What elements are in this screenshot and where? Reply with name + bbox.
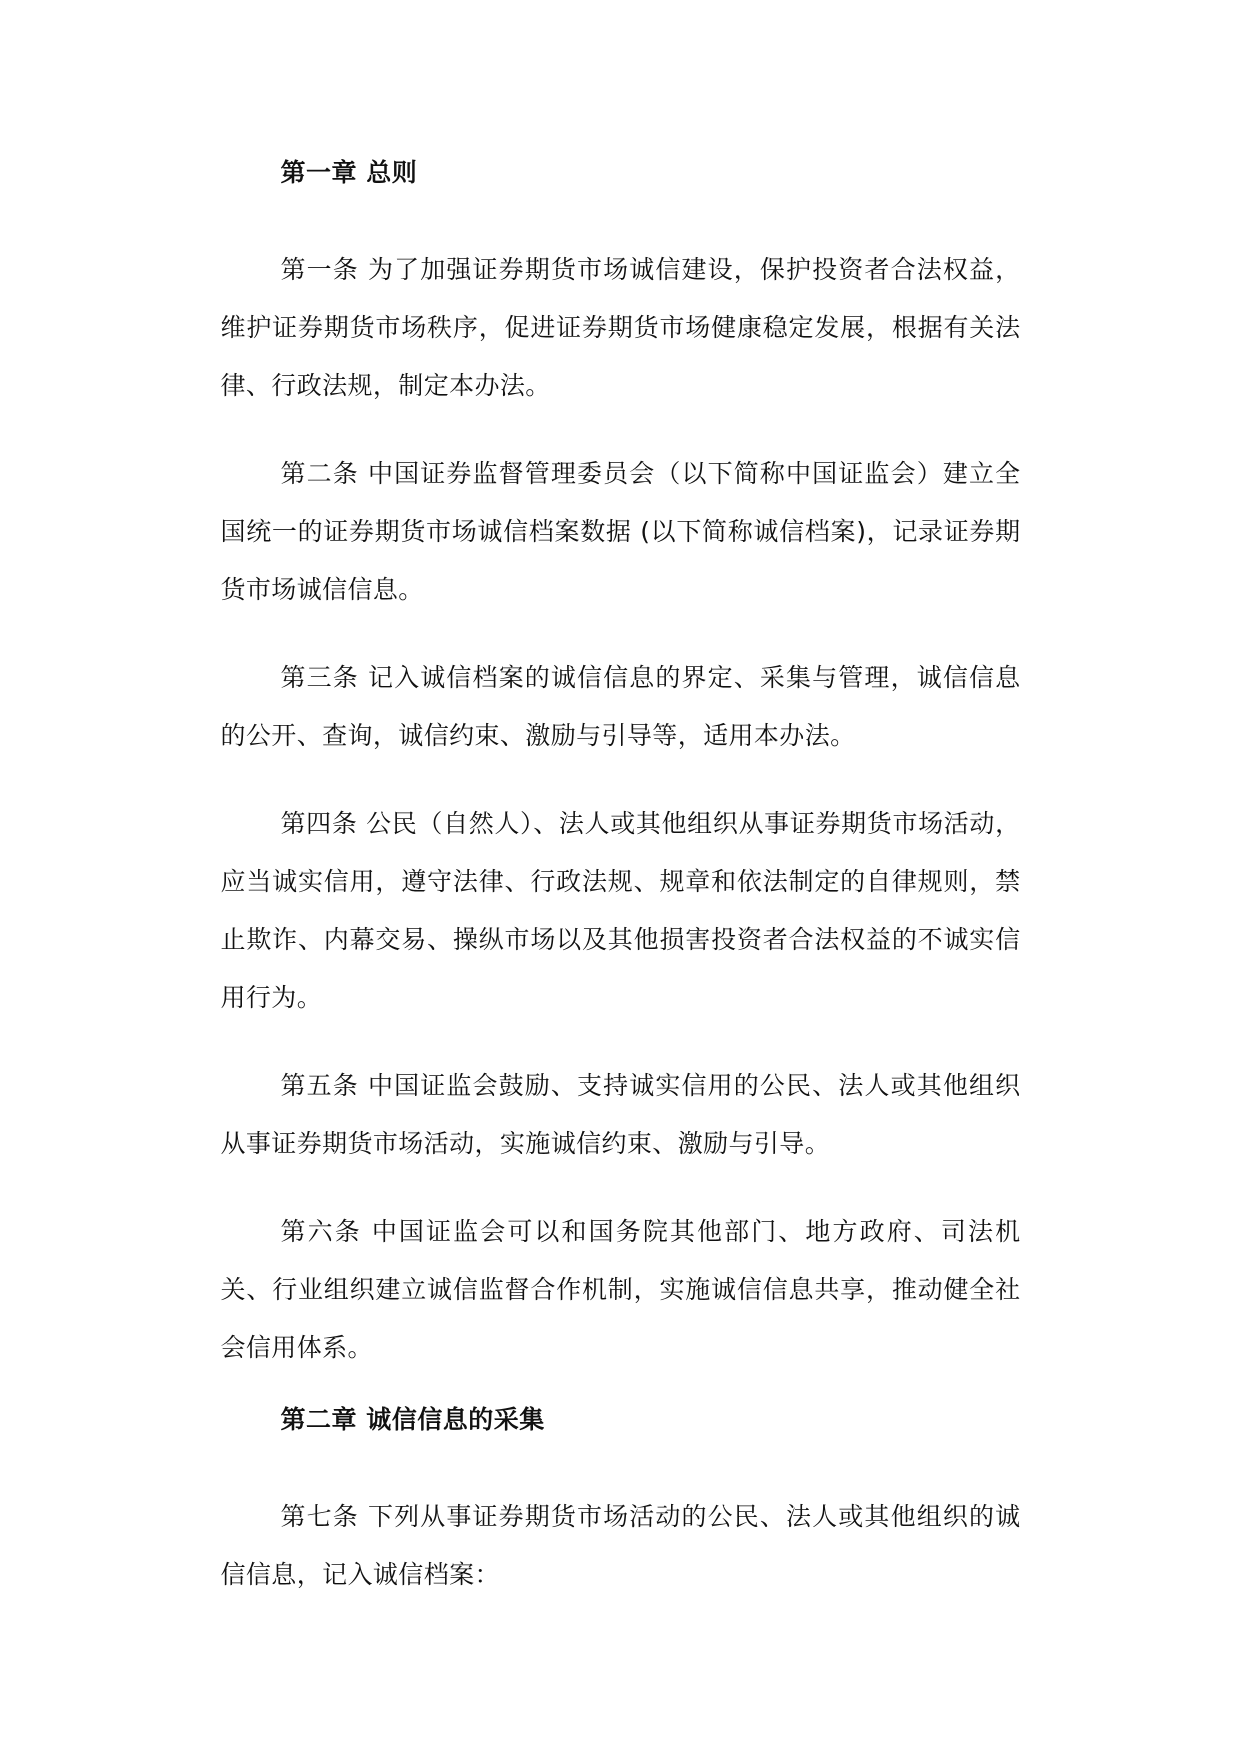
article-paragraph-5: 第五条 中国证监会鼓励、支持诚实信用的公民、法人或其他组织从事证券期货市场活动，实施诚信约束、激励与引导。 — [220, 1071, 1021, 1158]
document-body — [221, 160, 1021, 1604]
article-paragraph-6: 第六条 中国证监会可以和国务院其他部门、地方政府、司法机关、行业组织建立诚信监督合作机制，实施诚信信息共享，推动健全社会信用体系。 — [220, 1217, 1021, 1362]
article-paragraph-1: 第一条 为了加强证券期货市场诚信建设，保护投资者合法权益，维护证券期货市场秩序，促进证券期货市场健康稳定发展，根据有关法律、行政法规，制定本办法。 — [220, 255, 1021, 400]
chapter-heading-1: 第一章 总则 — [280, 158, 418, 187]
chapter-heading-2: 第二章 诚信信息的采集 — [280, 1405, 545, 1434]
article-paragraph-3: 第三条 记入诚信档案的诚信信息的界定、采集与管理，诚信信息的公开、查询，诚信约束、激励与引导等，适用本办法。 — [220, 663, 1021, 750]
article-paragraph-2: 第二条 中国证券监督管理委员会（以下简称中国证监会）建立全国统一的证券期货市场诚信档案数据 (以下简称诚信档案)，记录证券期货市场诚信信息。 — [220, 459, 1021, 604]
article-paragraph-4: 第四条 公民（自然人）、法人或其他组织从事证券期货市场活动，应当诚实信用，遵守法律、行政法规、规章和依法制定的自律规则，禁止欺诈、内幕交易、操纵市场以及其他损害投资者合法权益的不诚实信用行为。 — [220, 809, 1021, 1012]
article-paragraph-7: 第七条 下列从事证券期货市场活动的公民、法人或其他组织的诚信信息，记入诚信档案： — [220, 1502, 1021, 1589]
